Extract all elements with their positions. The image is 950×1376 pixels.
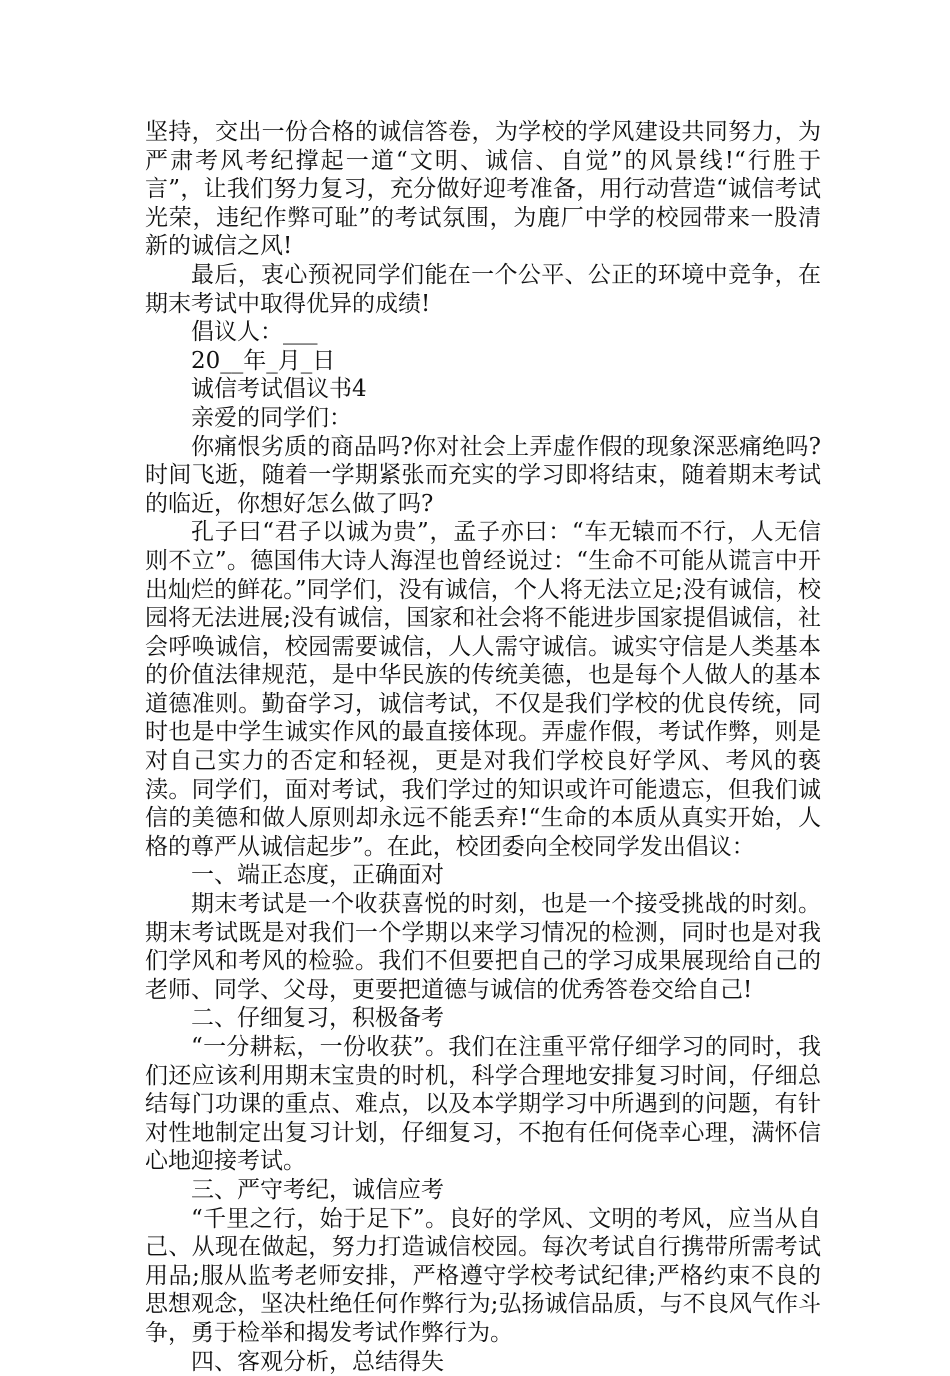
proposer-line: 倡议人：___ bbox=[191, 319, 318, 346]
section-title: 诚信考试倡议书4 bbox=[191, 376, 367, 403]
heading-3: 三、严守考纪，诚信应考 bbox=[191, 1176, 444, 1203]
heading-1: 一、端正态度，正确面对 bbox=[191, 862, 444, 889]
paragraph: 最后，衷心预祝同学们能在一个公平、公正的环境中竞争，在期末考试中取得优异的成绩! bbox=[145, 261, 821, 317]
paragraph: 期末考试是一个收获喜悦的时刻，也是一个接受挑战的时刻。期末考试既是对我们一个学期以来学习情况的检测，同时也是对我们学风和考风的检验。我们不但要把自己的学习成果展现给自己的老师、同学、父母，更要把道德与诚信的优秀答卷交给自己! bbox=[145, 891, 821, 1003]
paragraph: 坚持，交出一份合格的诚信答卷，为学校的学风建设共同努力，为严肃考风考纪撑起一道“文明、诚信、自觉”的风景线!“行胜于言”，让我们努力复习，充分做好迎考准备，用行动营造“诚信考试光荣，违纪作弊可耻”的考试氛围，为鹿厂中学的校园带来一股清新的诚信之风! bbox=[145, 119, 821, 260]
paragraph: 孔子曰“君子以诚为贵”，孟子亦曰：“车无辕而不行，人无信则不立”。德国伟大诗人海涅也曾经说过：“生命不可能从谎言中开出灿烂的鲜花。”同学们，没有诚信，个人将无法立足;没有诚信，校园将无法进展;没有诚信，国家和社会将不能进步国家提倡诚信，社会呼唤诚信，校园需要诚信，人人需守诚信。诚实守信是人类基本的价值法律规范，是中华民族的传统美德，也是每个人做人的基本道德准则。勤奋学习，诚信考试，不仅是我们学校的优良传统，同时也是中学生诚实作风的最直接体现。弄虚作假，考试作弊，则是对自己实力的否定和轻视，更是对我们学校良好学风、考风的亵渎。同学们，面对考试，我们学过的知识或许可能遗忘，但我们诚信的美德和做人原则却永远不能丢弃!“生命的本质从真实开始，人格的尊严从诚信起步”。在此，校团委向全校同学发出倡议： bbox=[145, 519, 821, 860]
salutation: 亲爱的同学们： bbox=[191, 404, 352, 431]
paragraph: “一分耕耘，一份收获”。我们在注重平常仔细学习的同时，我们还应该利用期末宝贵的时机，科学合理地安排复习时间，仔细总结每门功课的重点、难点，以及本学期学习中所遇到的问题，有针对性地制定出复习计划，仔细复习，不抱有任何侥幸心理，满怀信心地迎接考试。 bbox=[145, 1034, 821, 1175]
heading-2: 二、仔细复习，积极备考 bbox=[191, 1005, 444, 1032]
heading-4: 四、客观分析，总结得失 bbox=[191, 1348, 444, 1375]
paragraph: “千里之行，始于足下”。良好的学风、文明的考风，应当从自己、从现在做起，努力打造诚信校园。每次考试自行携带所需考试用品;服从监考老师安排，严格遵守学校考试纪律;严格约束不良的思想观念，坚决杜绝任何作弊行为;弘扬诚信品质，与不良风气作斗争，勇于检举和揭发考试作弊行为。 bbox=[145, 1205, 821, 1346]
date-line: 20__年_月_日 bbox=[191, 347, 336, 374]
document-page bbox=[145, 118, 821, 1376]
paragraph: 你痛恨劣质的商品吗?你对社会上弄虚作假的现象深恶痛绝吗?时间飞逝，随着一学期紧张而充实的学习即将结束，随着期末考试的临近，你想好怎么做了吗? bbox=[145, 433, 821, 517]
